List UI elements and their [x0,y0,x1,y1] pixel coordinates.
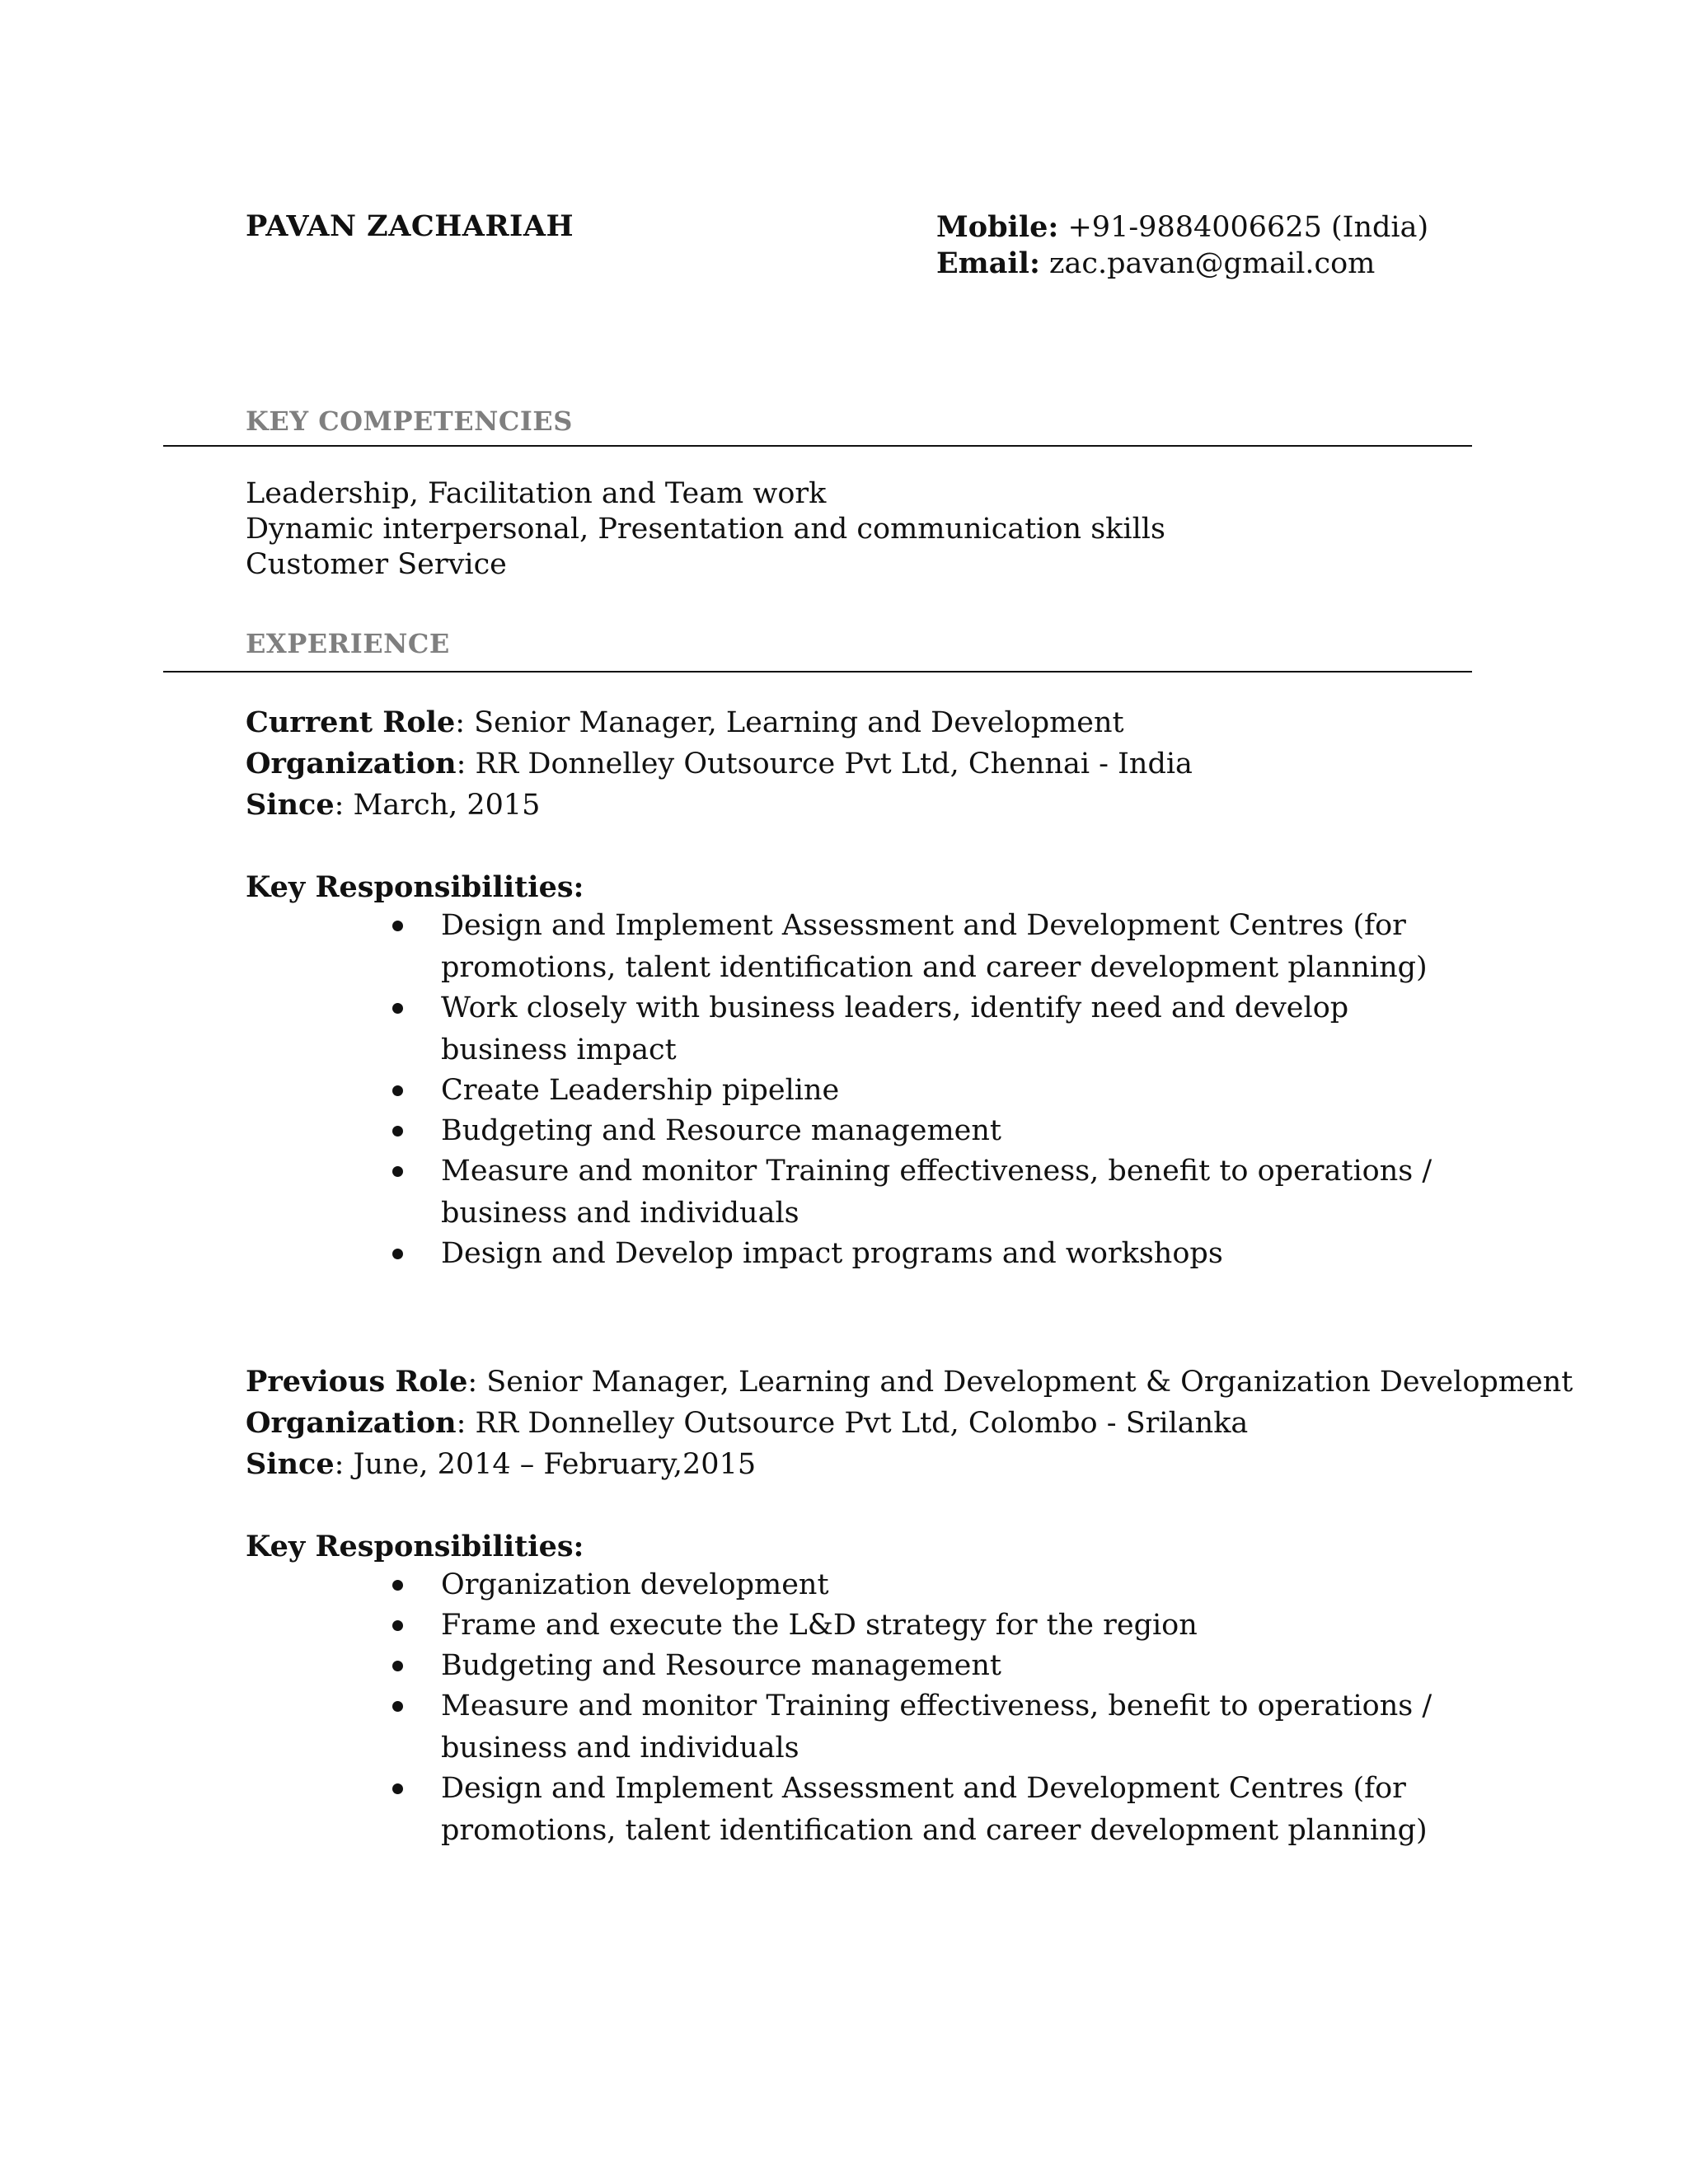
bullet-icon [392,1701,403,1712]
current-role-value: : Senior Manager, Learning and Development [455,706,1124,739]
bullet-icon [392,1085,403,1096]
candidate-name: PAVAN ZACHARIAH [246,209,574,243]
mobile-label: Mobile: [936,210,1059,244]
email-label: Email: [936,246,1040,280]
bullet-icon [392,921,403,931]
current-since-line [246,785,1193,826]
list-item: Design and Implement Assessment and Development Centres (for promotions, talent identification and career development planning) [387,905,1459,989]
bullet-icon [392,1249,403,1259]
previous-org-label: Organization [246,1406,457,1440]
bullet-icon [392,1126,403,1137]
bullet-icon [392,1620,403,1631]
previous-responsibilities-list [387,1564,1459,1850]
previous-since-line [246,1444,1573,1485]
bullet-icon [392,1166,403,1177]
previous-since-label: Since [246,1447,335,1481]
email-line [936,246,1428,282]
previous-role-value: : Senior Manager, Learning and Development & Organization Development [467,1366,1573,1399]
experience-divider [163,671,1472,673]
list-item: Work closely with business leaders, identify need and develop business impact [387,987,1459,1071]
competency-item: Customer Service [246,548,507,581]
experience-heading: EXPERIENCE [246,628,450,659]
current-responsibilities-heading: Key Responsibilities: [246,870,584,904]
previous-org-line [246,1403,1573,1444]
previous-responsibilities-heading: Key Responsibilities: [246,1530,584,1563]
previous-since-value: : June, 2014 – February,2015 [334,1448,757,1481]
current-since-label: Since [246,788,335,822]
email-value: zac.pavan@gmail.com [1049,247,1376,280]
mobile-line [936,209,1428,246]
list-item: Measure and monitor Training effectiveness, benefit to operations / business and individuals [387,1685,1459,1769]
list-item: Measure and monitor Training effectiveness, benefit to operations / business and individuals [387,1151,1459,1235]
current-org-line [246,743,1193,785]
current-role-label: Current Role [246,705,456,739]
competency-item: Dynamic interpersonal, Presentation and communication skills [246,513,1165,546]
competencies-divider [163,445,1472,447]
list-item: Budgeting and Resource management [387,1645,1459,1687]
current-org-label: Organization [246,747,457,780]
bullet-icon [392,1003,403,1014]
bullet-icon [392,1580,403,1591]
current-since-value: : March, 2015 [334,789,541,822]
list-item: Create Leadership pipeline [387,1070,1459,1112]
list-item: Design and Develop impact programs and workshops [387,1233,1459,1275]
competencies-heading: KEY COMPETENCIES [246,405,573,437]
current-role-block [246,702,1193,826]
list-item: Frame and execute the L&D strategy for the region [387,1605,1459,1647]
list-item: Organization development [387,1564,1459,1606]
list-item: Design and Implement Assessment and Development Centres (for promotions, talent identification and career development planning) [387,1768,1459,1852]
list-item: Budgeting and Resource management [387,1110,1459,1152]
competencies-list [246,476,1165,583]
previous-org-value: : RR Donnelley Outsource Pvt Ltd, Colombo - Srilanka [456,1407,1249,1440]
competency-item: Leadership, Facilitation and Team work [246,477,827,510]
previous-role-block [246,1361,1573,1485]
mobile-value: +91-9884006625 (India) [1067,211,1429,244]
contact-block [936,209,1428,282]
current-responsibilities-list [387,905,1459,1273]
current-role-line [246,702,1193,743]
current-org-value: : RR Donnelley Outsource Pvt Ltd, Chennai - India [456,748,1193,780]
previous-role-line [246,1361,1573,1403]
previous-role-label: Previous Role [246,1365,468,1399]
bullet-icon [392,1783,403,1794]
bullet-icon [392,1661,403,1671]
